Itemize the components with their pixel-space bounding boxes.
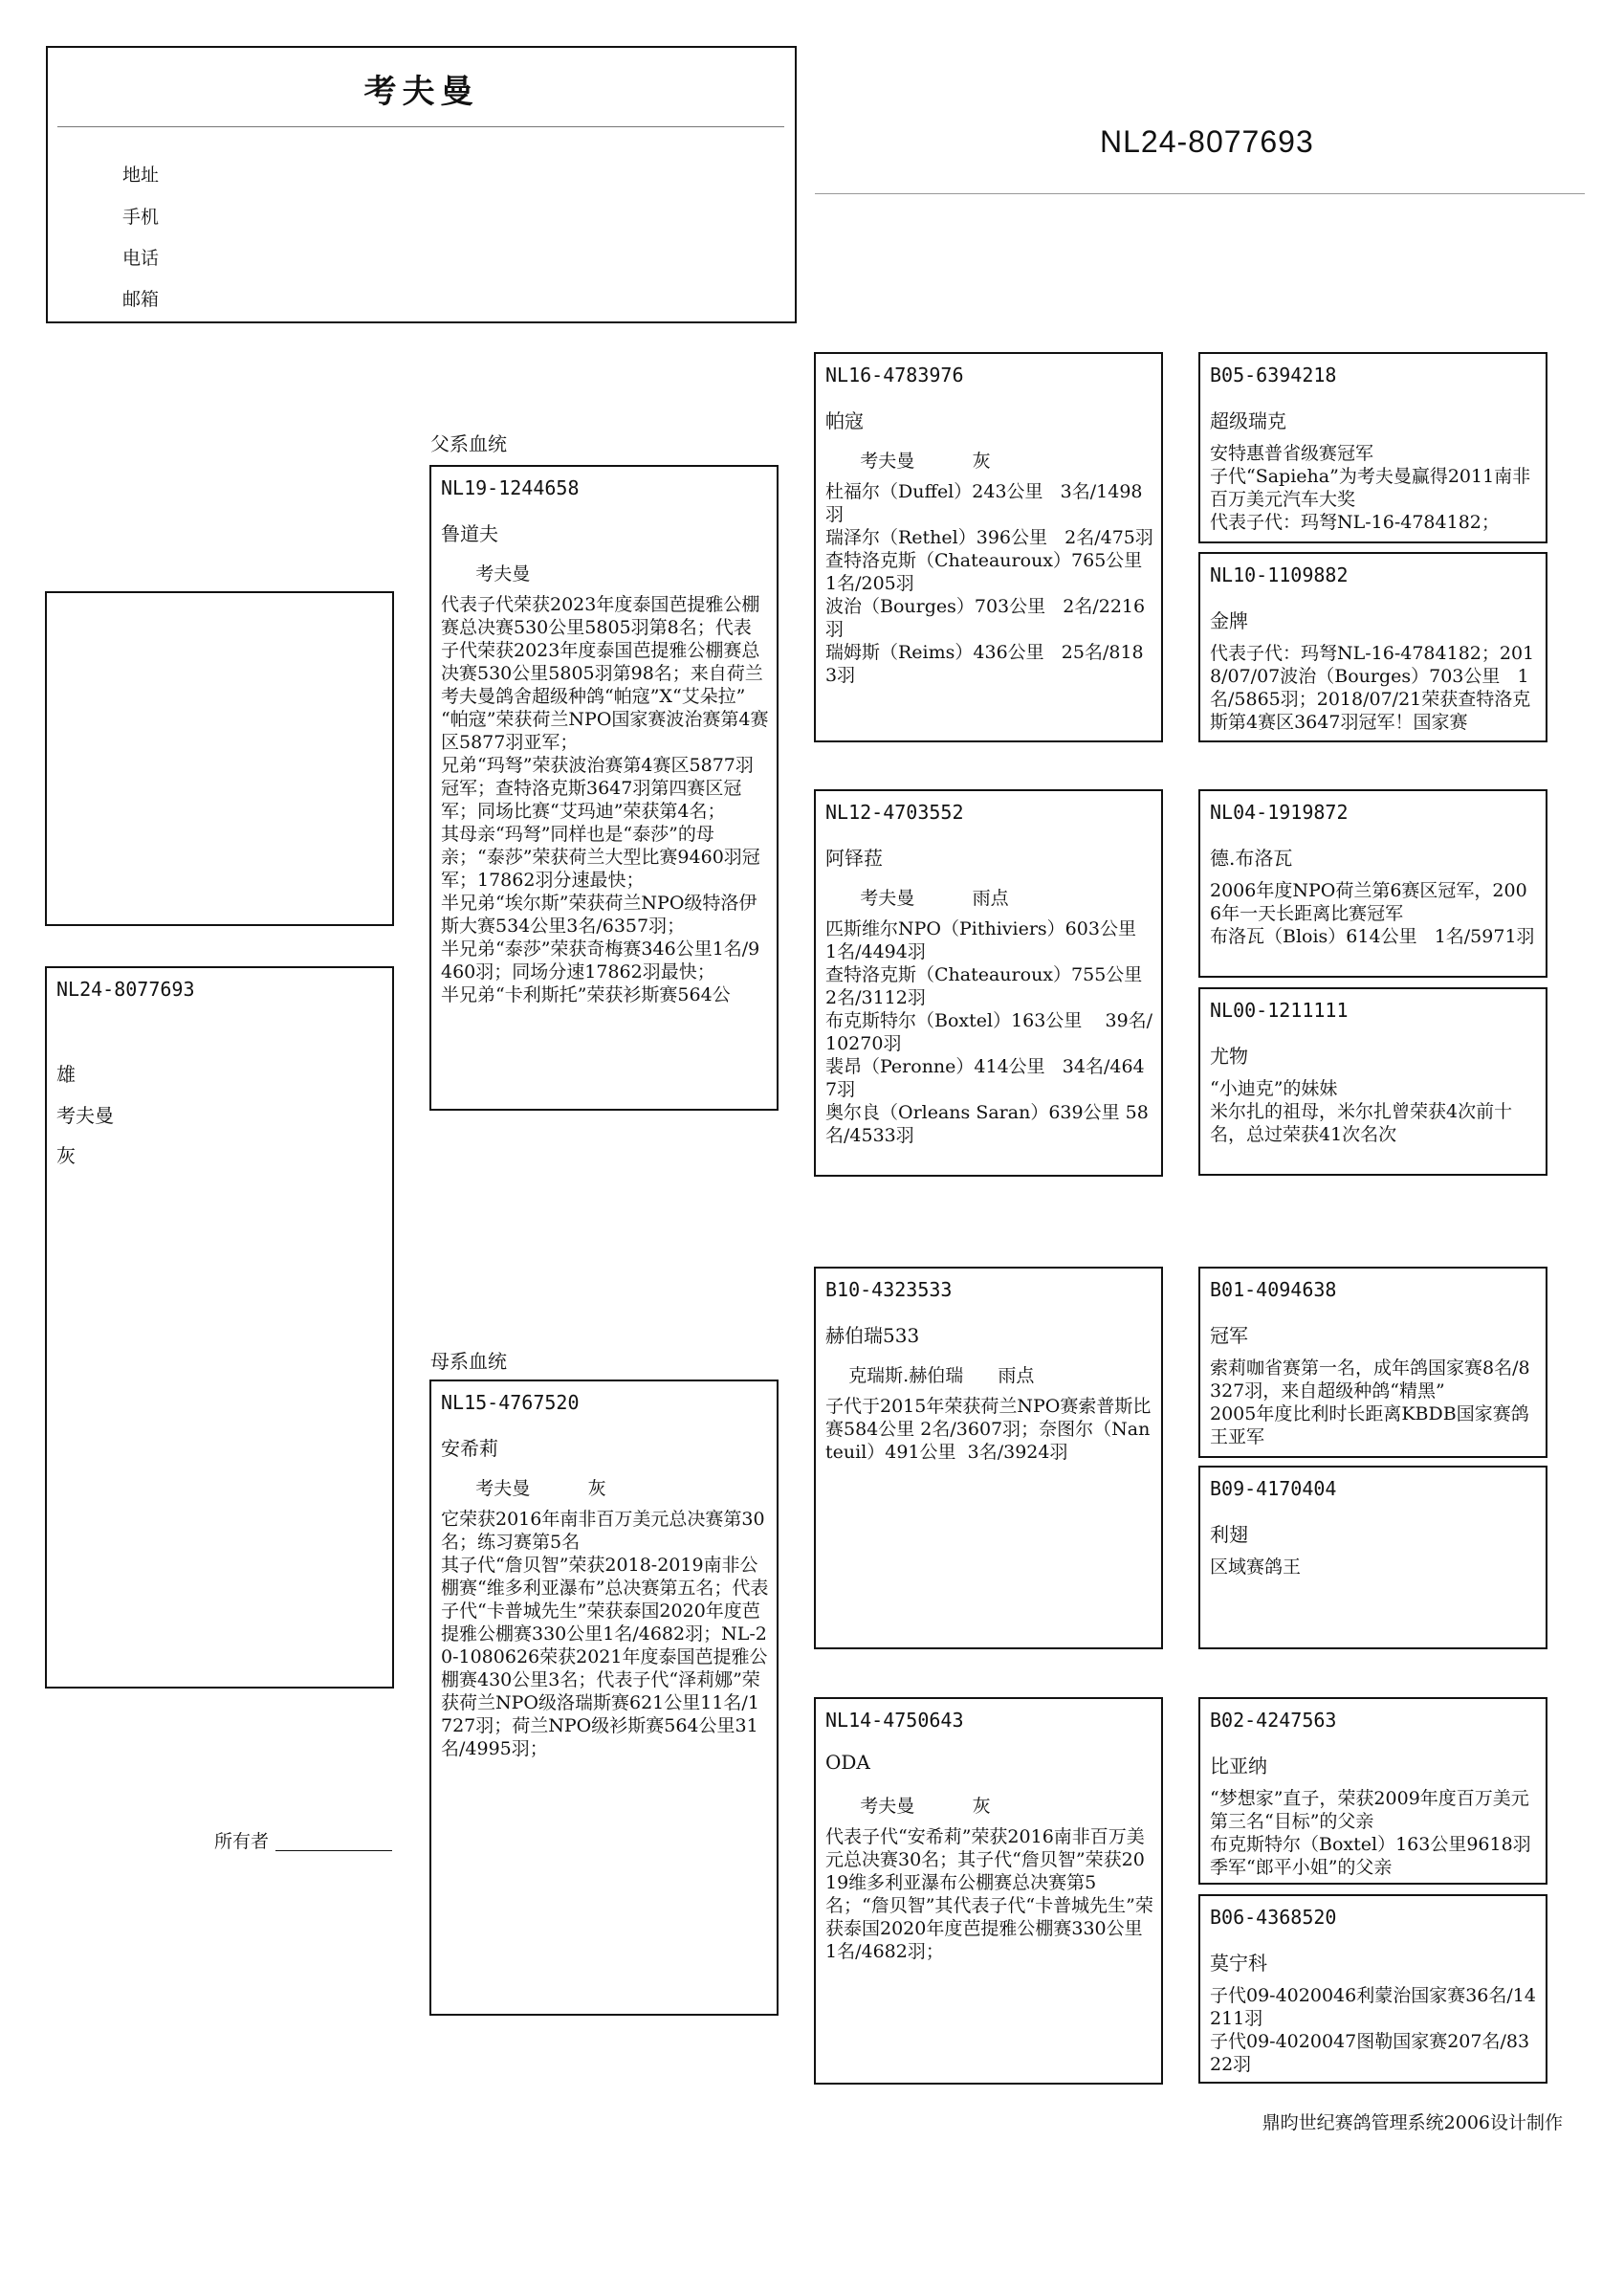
sire-sire-text: 杜福尔（Duffel）243公里 3名/1498羽 瑞泽尔（Rethel）396公里 2名/475羽 查特洛克斯（Chateauroux）765公里 1名/205羽 波治（Bourges）703公里 2名/2216羽 瑞姆斯（Reims）436公里 25名/8183羽 bbox=[825, 481, 1153, 686]
sire-dam-ring: NL12-4703552 bbox=[825, 801, 964, 824]
subject-breeder: 考夫曼 bbox=[56, 1104, 114, 1127]
mobile-label: 手机 bbox=[122, 207, 160, 228]
dam-dam-box bbox=[814, 1697, 1163, 2085]
sdd-text: “小迪克”的妹妹 米尔扎的祖母，米尔扎曾荣获4次前十名，总过荣获41次名次 bbox=[1210, 1078, 1513, 1145]
sire-breeder: 考夫曼 bbox=[441, 563, 531, 585]
photo-box bbox=[45, 591, 394, 926]
dss-text: 索莉咖省赛第一名，成年鸽国家赛8名/8327羽，来自超级种鸽“精黑” 2005年度比利时长距离KBDB国家赛鸽王亚军 bbox=[1210, 1358, 1530, 1447]
subject-ring-header: NL24-8077693 bbox=[1100, 124, 1314, 159]
sire-sire-name: 帕寇 bbox=[825, 409, 864, 432]
sire-box bbox=[429, 465, 779, 1111]
dds-name: 比亚纳 bbox=[1210, 1755, 1267, 1777]
sire-name: 鲁道夫 bbox=[441, 522, 498, 545]
sire-sire-box bbox=[814, 352, 1163, 742]
ssd-ring: NL10-1109882 bbox=[1210, 563, 1349, 586]
dam-sire-breeder: 克瑞斯.赫伯瑞 雨点 bbox=[825, 1365, 1035, 1386]
dss-ring: B01-4094638 bbox=[1210, 1278, 1337, 1301]
dds-box bbox=[1198, 1697, 1547, 1885]
sire-text: 代表子代荣获2023年度泰国芭提雅公棚赛总决赛530公里5805羽第8名；代表子代荣获2023年度泰国芭提雅公棚赛总决赛530公里5805羽第98名；来自荷兰考夫曼鸽舍超级种鸽“帕寇”X“艾朵拉” “帕寇”荣获荷兰NPO国家赛波治赛第4赛区5877羽亚军； 兄弟“玛弩”荣获波治赛第4赛区5877羽冠军；查特洛克斯3647羽第四赛区冠军；同场比赛“艾玛迪”荣获第4名； 其母亲“玛弩”同样也是“泰莎”的母亲；“泰莎”荣获荷兰大型比赛9460羽冠军；17862羽分速最快； 半兄弟“埃尔斯”荣获荷兰NPO级特洛伊斯大赛534公里3名/6357羽； 半兄弟“泰莎”荣获奇梅赛346公里1名/9460羽；同场分速17862羽最快； 半兄弟“卡利斯托”荣获衫斯赛564公 bbox=[441, 594, 769, 1005]
sds-name: 德.布洛瓦 bbox=[1210, 847, 1293, 870]
dsd-text: 区域赛鸽王 bbox=[1210, 1556, 1302, 1578]
dam-dam-ring: NL14-4750643 bbox=[825, 1709, 964, 1732]
dam-dam-name: ODA bbox=[825, 1751, 870, 1774]
dam-dam-breeder: 考夫曼 灰 bbox=[825, 1796, 991, 1817]
dam-sire-name: 赫伯瑞533 bbox=[825, 1324, 920, 1347]
ddd-ring: B06-4368520 bbox=[1210, 1906, 1337, 1929]
ssd-text: 代表子代：玛弩NL-16-4784182；2018/07/07波治（Bourges）703公里 1名/5865羽；2018/07/21荣获查特洛克斯第4赛区3647羽冠军！国家赛 bbox=[1210, 643, 1535, 733]
sire-dam-name: 阿铎菈 bbox=[825, 847, 883, 870]
dsd-box bbox=[1198, 1466, 1547, 1649]
sire-dam-text: 匹斯维尔NPO（Pithiviers）603公里 1名/4494羽 查特洛克斯（Chateauroux）755公里 2名/3112羽 布克斯特尔（Boxtel）163公里 39名/10270羽 裴昂（Peronne）414公里 34名/4647羽 奥尔良（Orleans Saran）639公里 58名/4533羽 bbox=[825, 918, 1153, 1146]
sire-dam-breeder: 考夫曼 雨点 bbox=[825, 888, 1009, 909]
sss-box bbox=[1198, 352, 1547, 543]
header-divider bbox=[57, 126, 784, 127]
dam-sire-box bbox=[814, 1267, 1163, 1649]
phone-label: 电话 bbox=[122, 248, 160, 269]
sire-dam-box bbox=[814, 789, 1163, 1177]
dam-dam-text: 代表子代“安希莉”荣获2016南非百万美元总决赛30名；其子代“詹贝智”荣获2019维多利亚瀑布公棚赛总决赛第5名；“詹贝智”其代表子代“卡普城先生”荣获泰国2020年度芭提雅公棚赛330公里1名/4682羽； bbox=[825, 1826, 1153, 1962]
dam-sire-ring: B10-4323533 bbox=[825, 1278, 953, 1301]
breeder-header bbox=[46, 46, 797, 323]
subject-ring: NL24-8077693 bbox=[56, 978, 195, 1001]
address-label: 地址 bbox=[122, 165, 160, 186]
dsd-name: 利翅 bbox=[1210, 1523, 1248, 1546]
sss-name: 超级瑞克 bbox=[1210, 409, 1286, 432]
dam-box bbox=[429, 1380, 779, 2016]
ssd-box bbox=[1198, 552, 1547, 742]
ssd-name: 金牌 bbox=[1210, 609, 1248, 632]
sdd-box bbox=[1198, 987, 1547, 1176]
email-label: 邮箱 bbox=[122, 289, 160, 310]
dam-ring: NL15-4767520 bbox=[441, 1391, 580, 1414]
dam-line-label: 母系血统 bbox=[430, 1350, 507, 1373]
dss-box bbox=[1198, 1267, 1547, 1458]
owner-label: 所有者 bbox=[214, 1831, 270, 1852]
sdd-ring: NL00-1211111 bbox=[1210, 999, 1349, 1022]
dsd-ring: B09-4170404 bbox=[1210, 1477, 1337, 1500]
sire-line-label: 父系血统 bbox=[430, 432, 507, 455]
subject-color: 灰 bbox=[56, 1144, 76, 1167]
ddd-name: 莫宁科 bbox=[1210, 1952, 1267, 1975]
top-right-rule bbox=[815, 193, 1585, 194]
sds-text: 2006年度NPO荷兰第6赛区冠军，2006年一天长距离比赛冠军 布洛瓦（Blois）614公里 1名/5971羽 bbox=[1210, 880, 1535, 947]
breeder-name: 考夫曼 bbox=[363, 73, 479, 111]
footer-credit: 鼎昀世纪赛鸽管理系统2006设计制作 bbox=[1262, 2112, 1563, 2133]
sds-ring: NL04-1919872 bbox=[1210, 801, 1349, 824]
sss-ring: B05-6394218 bbox=[1210, 364, 1337, 386]
dam-breeder: 考夫曼 灰 bbox=[441, 1478, 606, 1499]
sdd-name: 尤物 bbox=[1210, 1045, 1248, 1068]
owner-line bbox=[275, 1850, 392, 1851]
dds-text: “梦想家”直子，荣获2009年度百万美元第三名“目标”的父亲 布克斯特尔（Boxtel）163公里9618羽季军“郎平小姐”的父亲 bbox=[1210, 1788, 1531, 1878]
dam-sire-text: 子代于2015年荣获荷兰NPO赛索普斯比赛584公里 2名/3607羽；奈图尔（Nanteuil）491公里 3名/3924羽 bbox=[825, 1396, 1152, 1463]
subject-box bbox=[45, 966, 394, 1689]
ddd-box bbox=[1198, 1894, 1547, 2084]
dss-name: 冠军 bbox=[1210, 1324, 1248, 1347]
sire-ring: NL19-1244658 bbox=[441, 476, 580, 499]
sds-box bbox=[1198, 789, 1547, 978]
sss-text: 安特惠普省级赛冠军 子代“Sapieha”为考夫曼赢得2011南非百万美元汽车大奖 代表子代：玛弩NL-16-4784182； bbox=[1210, 443, 1531, 533]
subject-sex: 雄 bbox=[56, 1063, 76, 1086]
dam-name: 安希莉 bbox=[441, 1437, 498, 1460]
dam-text: 它荣获2016年南非百万美元总决赛第30名；练习赛第5名 其子代“詹贝智”荣获2018-2019南非公棚赛“维多利亚瀑布”总决赛第五名；代表子代“卡普城先生”荣获泰国2020年度芭提雅公棚赛330公里1名/4682羽；NL-20-1080626荣获2021年度泰国芭提雅公棚赛430公里3名；代表子代“泽莉娜”荣获荷兰NPO级洛瑞斯赛621公里11名/1727羽；荷兰NPO级衫斯赛564公里31名/4995羽； bbox=[441, 1509, 769, 1759]
dds-ring: B02-4247563 bbox=[1210, 1709, 1337, 1732]
ddd-text: 子代09-4020046利蒙治国家赛36名/14211羽 子代09-4020047图勒国家赛207名/8322羽 bbox=[1210, 1985, 1536, 2075]
sire-sire-ring: NL16-4783976 bbox=[825, 364, 964, 386]
sire-sire-breeder: 考夫曼 灰 bbox=[825, 451, 991, 472]
